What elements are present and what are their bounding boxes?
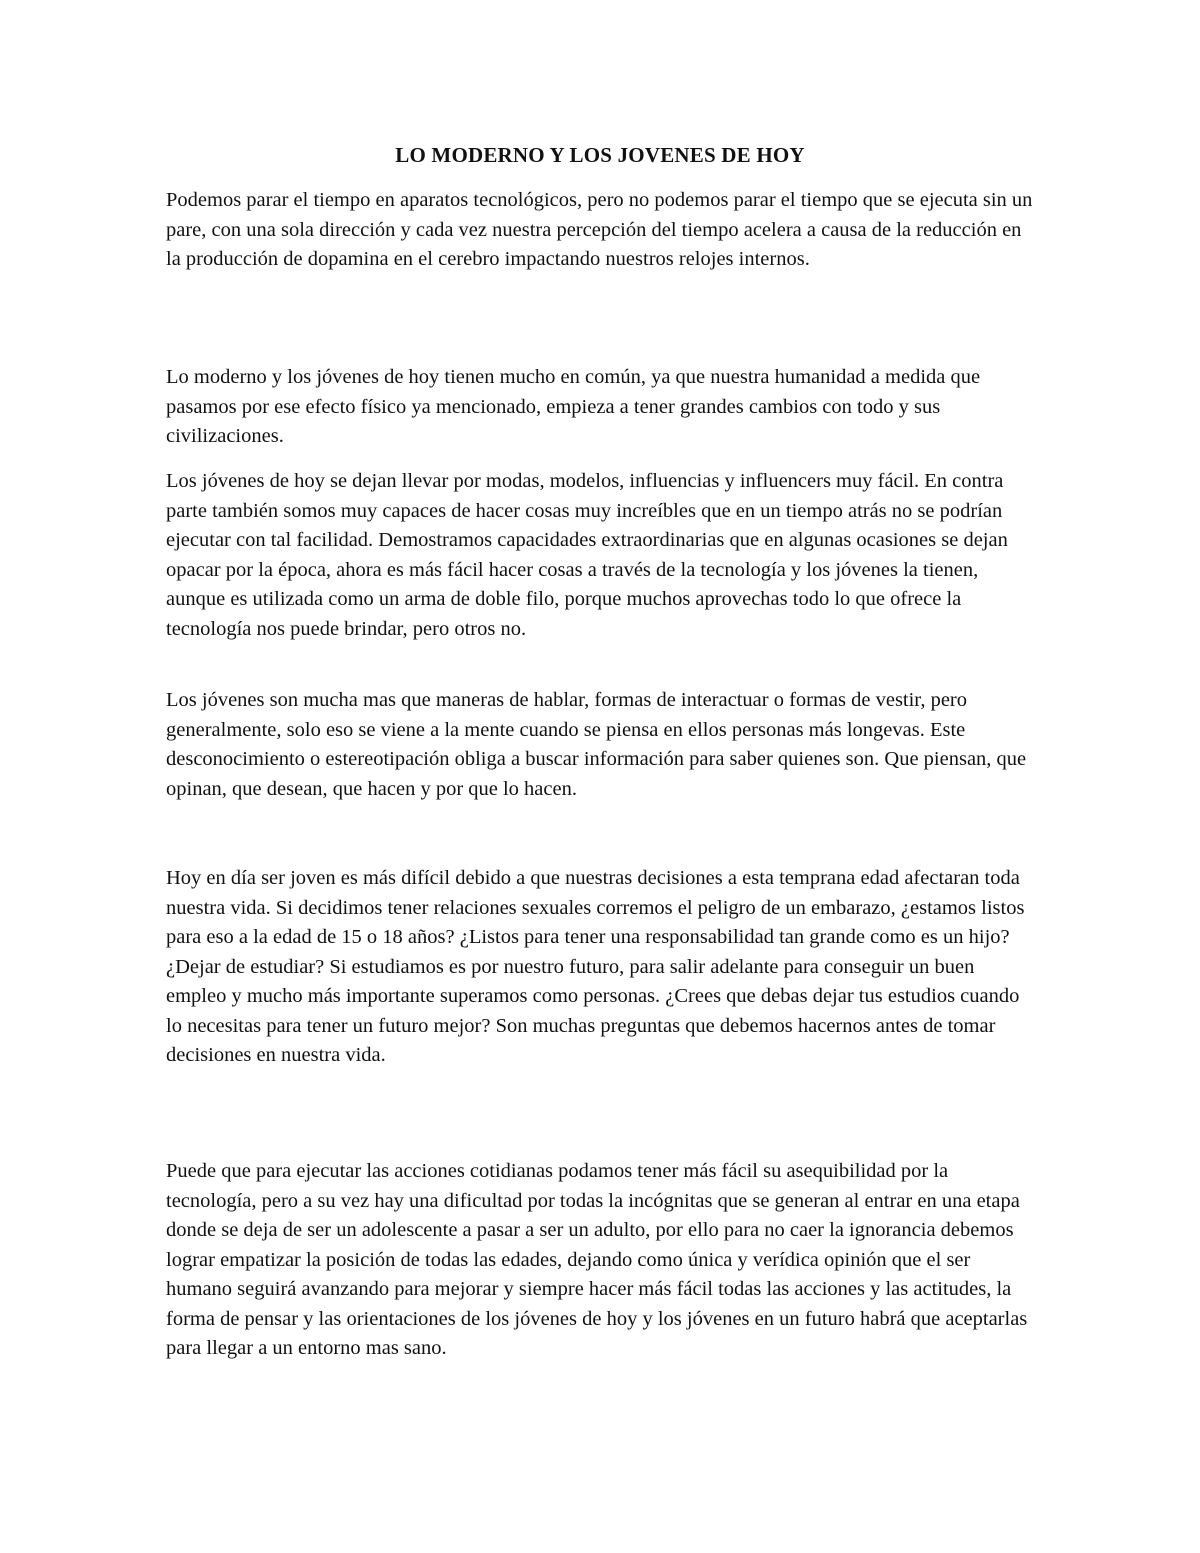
paragraph-modern-youth: Lo moderno y los jóvenes de hoy tienen mucho en común, ya que nuestra humanidad a medida que pasamos por ese efecto físico ya mencionado, empieza a tener grandes cambios con todo y sus civilizaciones. xyxy=(166,366,981,447)
paragraph-decisions: Hoy en día ser joven es más difícil debido a que nuestras decisiones a esta temprana edad afectaran toda nuestra vida. Si decidimos tener relaciones sexuales corremos el peligro de un embarazo, ¿estamos listos para eso a la edad de 15 o 18 años? ¿Listos para tener una responsabilidad tan grande como es un hijo? ¿Dejar de estudiar? Si estudiamos es por nuestro futuro, para salir adelante para conseguir un buen empleo y mucho más importante superamos como personas. ¿Crees que debas dejar tus estudios cuando lo necesitas para tener un futuro mejor? Son muchas preguntas que debemos hacernos antes de tomar decisiones en nuestra vida. xyxy=(166,867,1025,1066)
paragraph-intro: Podemos parar el tiempo en aparatos tecnológicos, pero no podemos parar el tiempo que se ejecuta sin un pare, con una sola dirección y cada vez nuestra percepción del tiempo acelera a causa de la reducción en la producción de dopamina en el cerebro impactando nuestros relojes internos. xyxy=(166,189,1033,270)
document-title: LO MODERNO Y LOS JOVENES DE HOY xyxy=(395,143,805,167)
paragraph-conclusion: Puede que para ejecutar las acciones cotidianas podamos tener más fácil su asequibilidad por la tecnología, pero a su vez hay una dificultad por todas la incógnitas que se generan al entrar en una etapa donde se deja de ser un adolescente a pasar a ser un adulto, por ello para no caer la ignorancia debemos lograr empatizar la posición de todas las edades, dejando como única y verídica opinión que el ser humano seguirá avanzando para mejorar y siempre hacer más fácil todas las acciones y las actitudes, la forma de pensar y las orientaciones de los jóvenes de hoy y los jóvenes en un futuro habrá que aceptarlas para llegar a un entorno mas sano. xyxy=(166,1160,1028,1359)
paragraph-stereotypes: Los jóvenes son mucha mas que maneras de hablar, formas de interactuar o formas de vestir, pero generalmente, solo eso se viene a la mente cuando se piensa en ellos personas más longevas. Este desconocimiento o estereotipación obliga a buscar información para saber quienes son. Que piensan, que opinan, que desean, que hacen y por que lo hacen. xyxy=(166,689,1027,800)
paragraph-influences: Los jóvenes de hoy se dejan llevar por modas, modelos, influencias y influencers muy fácil. En contra parte también somos muy capaces de hacer cosas muy increíbles que en un tiempo atrás no se podrían ejecutar con tal facilidad. Demostramos capacidades extraordinarias que en algunas ocasiones se dejan opacar por la época, ahora es más fácil hacer cosas a través de la tecnología y los jóvenes la tienen, aunque es utilizada como un arma de doble filo, porque muchos aprovechas todo lo que ofrece la tecnología nos puede brindar, pero otros no. xyxy=(166,470,1008,640)
